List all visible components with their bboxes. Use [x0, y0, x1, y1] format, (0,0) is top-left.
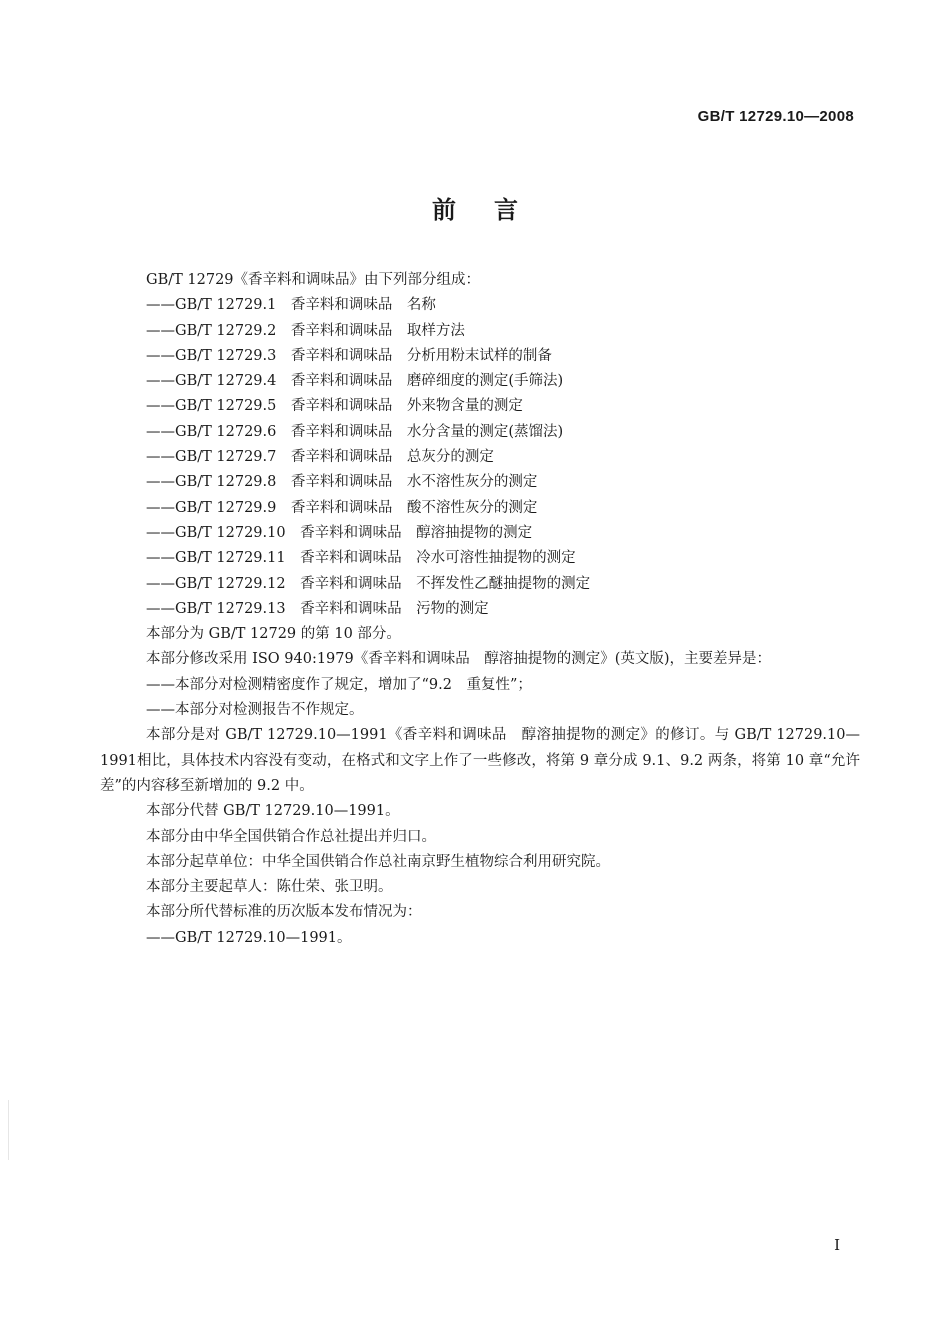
list-item: ——GB/T 12729.10—1991。: [146, 929, 352, 946]
standard-code: GB/T 12729.10—2008: [697, 108, 854, 125]
adoption-paragraph: 本部分修改采用 ISO 940:1979《香辛料和调味品 醇溶抽提物的测定》(英文版)，主要差异是：: [146, 651, 772, 668]
replaces-paragraph: 本部分代替 GB/T 12729.10—1991。: [146, 803, 400, 820]
list-item: ——GB/T 12729.1 香辛料和调味品 名称: [146, 297, 436, 314]
page-number: I: [834, 1236, 840, 1254]
parts-list: [100, 293, 860, 622]
history-list: [100, 926, 860, 951]
intro-paragraph: GB/T 12729《香辛料和调味品》由下列部分组成：: [146, 272, 481, 288]
list-item: ——GB/T 12729.3 香辛料和调味品 分析用粉末试样的制备: [146, 347, 552, 364]
list-item: ——GB/T 12729.10 香辛料和调味品 醇溶抽提物的测定: [146, 524, 533, 541]
list-item: ——GB/T 12729.6 香辛料和调味品 水分含量的测定(蒸馏法): [146, 423, 564, 440]
drafting-unit-paragraph: 本部分起草单位：中华全国供销合作总社南京野生植物综合利用研究院。: [146, 853, 610, 870]
list-item: ——GB/T 12729.7 香辛料和调味品 总灰分的测定: [146, 449, 494, 466]
history-intro-paragraph: 本部分所代替标准的历次版本发布情况为：: [146, 904, 422, 921]
page-title: 前言: [432, 196, 556, 224]
foreword-body: [100, 268, 860, 951]
list-item: ——本部分对检测精密度作了规定，增加了“9.2 重复性”；: [146, 676, 532, 693]
list-item: ——GB/T 12729.11 香辛料和调味品 冷水可溶性抽提物的测定: [146, 550, 576, 567]
proposed-by-paragraph: 本部分由中华全国供销合作总社提出并归口。: [146, 828, 436, 845]
list-item: ——GB/T 12729.9 香辛料和调味品 酸不溶性灰分的测定: [146, 499, 538, 516]
revision-paragraph: 本部分是对 GB/T 12729.10—1991《香辛料和调味品 醇溶抽提物的测定》的修订。与 GB/T 12729.10—1991相比，具体技术内容没有变动，在格式和文字上作了一些修改，将第 9 章分成 9.1、9.2 两条，将第 10 章“允许差”的内容移至新增加的 9.2 中。: [100, 727, 860, 794]
scan-edge-mark: [8, 1100, 9, 1160]
list-item: ——GB/T 12729.8 香辛料和调味品 水不溶性灰分的测定: [146, 474, 538, 491]
list-item: ——本部分对检测报告不作规定。: [146, 702, 364, 719]
list-item: ——GB/T 12729.4 香辛料和调味品 磨碎细度的测定(手筛法): [146, 373, 564, 390]
part-statement: 本部分为 GB/T 12729 的第 10 部分。: [146, 626, 401, 643]
list-item: ——GB/T 12729.5 香辛料和调味品 外来物含量的测定: [146, 398, 523, 415]
list-item: ——GB/T 12729.12 香辛料和调味品 不挥发性乙醚抽提物的测定: [146, 575, 591, 592]
differences-list: [100, 673, 860, 724]
drafters-paragraph: 本部分主要起草人：陈仕荣、张卫明。: [146, 879, 393, 896]
list-item: ——GB/T 12729.2 香辛料和调味品 取样方法: [146, 322, 465, 339]
list-item: ——GB/T 12729.13 香辛料和调味品 污物的测定: [146, 600, 489, 617]
